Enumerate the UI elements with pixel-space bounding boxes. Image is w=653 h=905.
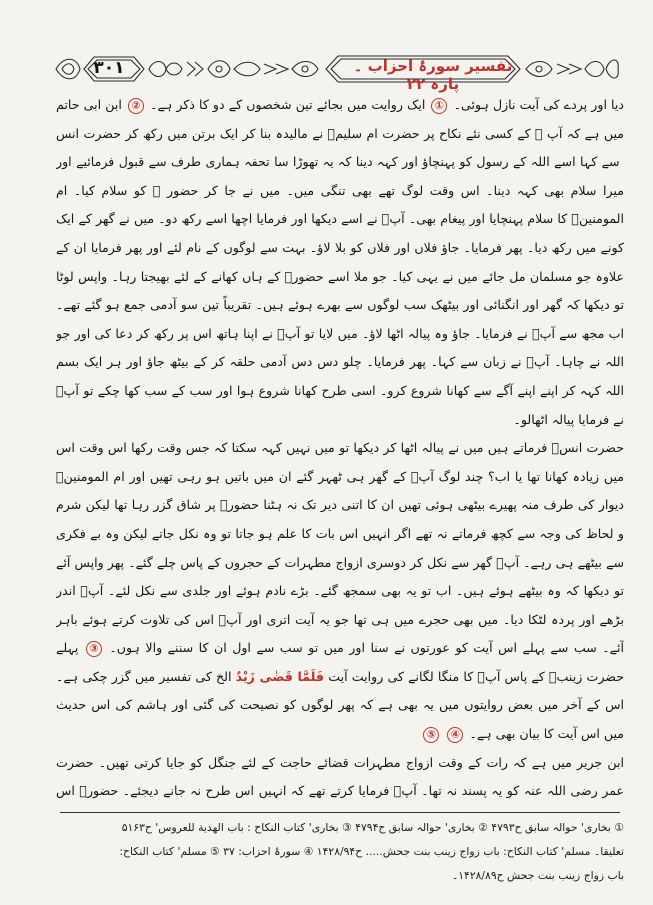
quran-verse: فَلَمَّا قَضٰى زَيْدٌ (235, 668, 325, 684)
footnote-marker-3[interactable]: ③ (86, 641, 102, 657)
footnote-line: تعلیقا۔ مسلم' کتاب النکاح: باب زواج زينب بنت جحش..... ح۱۴۲۸/۹۴ ④ سورۂ احزاب: ۳۷ ⑤ مسلم' کتاب النکاح: (119, 845, 624, 858)
running-title: تفسیر سورۂ احزاب ۔ پارہ ۲۲ (353, 57, 513, 93)
text-run: ابن ابی حاتم میں ہے کہ آپ ؐ کے کسی نئے نکاح پر حضرت ام سلیمؓ نے مالیدہ بنا کر ایک برتن میں رکھ کر حضرت انس ؓ سے کہا اسے اللہ کے رسول کو پہنچاؤ اور کہہ دینا کہ یہ تھوڑا سا تحفہ ہماری طرف سے قبول فرمائیے اور میرا سلام بھی کہہ دینا۔ اس وقت لوگ تھے بھی تنگی میں۔ میں نے جا کر حضور ﷺ کو سلام کیا۔ ام المومنینؓ کا سلام پہنچایا اور پیغام بھی۔ آپؐ نے اسے دیکھا اور فرمایا اچھا اسے رکھ دو۔ میں نے گھر کے ایک کونے میں رکھ دیا۔ پھر فرمایا۔ جاؤ فلاں اور فلاں کو بلا لاؤ۔ بہت سے لوگوں کے نام لئے اور پھر فرمایا ان کے علاوہ جو مسلمان مل جائے میں نے یہی کیا۔ جو ملا اسے حضورؐ کے ہاں کھانے کے لئے بھیجتا رہا۔ واپس لوٹا تو دیکھا کہ گھر اور انگنائی اور بیٹھک سب لوگوں سے بھرے ہوئے ہیں۔ تقریباً تین سو آدمی جمع ہو گئے تھے۔ اب مجھ سے آپؐ نے فرمایا۔ جاؤ وہ پیالہ اٹھا لاؤ۔ میں لایا تو آپؐ نے اپنا ہاتھ اس پر رکھ کر دعا کی اور جو اللہ نے چاہا۔ آپؐ نے زبان سے کہا۔ پھر فرمایا۔ چلو دس دس آدمی حلقہ کر کے بیٹھ جاؤ اور ہر ایک بسم اللہ کہہ کر اپنے اپنے آگے سے کھانا شروع کرو۔ اسی طرح کھانا شروع ہوا اور سب کے سب کھا چکے تو آپؐ نے فرمایا پیالہ اٹھالو۔ (56, 97, 624, 427)
footnote-line: باب زواج زينب بنت جحش ح۱۴۲۸/۸۹۔ (451, 869, 624, 882)
footnotes (56, 816, 624, 894)
main-text (56, 91, 624, 811)
text-run: ایک روایت میں بجائے تین شخصوں کے دو کا ذکر ہے۔ (150, 97, 426, 112)
paragraph: ابن جریر میں ہے کہ رات کے وقت ازواج مطہرات قضائے حاجت کے لئے جنگل کو جایا کرتی تھیں۔ حضرت عمر رضی اللہ عنہ کو یہ پسند نہ تھا۔ آپؓ فرمایا کرتے تھے کہ انہیں اس طرح نہ جانے دیجئے۔ حضورؐ اس (56, 754, 624, 799)
header-ornament-band (54, 52, 620, 86)
text-run: الخ کی تفسیر میں گزر چکی ہے۔ اس کے آخر میں بعض روایتوں میں یہ بھی ہے کہ پھر لوگوں کو نصیحت کی گئی اور ہاشم کی اس حدیث میں اس آیت کا بیان بھی ہے۔ (56, 668, 624, 742)
text-run: حضرت انسؓ فرماتے ہیں میں نے پیالہ اٹھا کر دیکھا تو میں نہیں کہہ سکتا کہ جس وقت رکھا اس وقت اس میں زیادہ کھانا تھا یا اب؟ چند لوگ آپؐ کے گھر ہی ٹھہر گئے ان میں باتیں ہو رہی تھیں اور ام المومنینؓ دیوار کی طرف منہ پھیرے بیٹھی ہوئی تھیں ان کا اتنی دیر تک نہ ہٹنا حضورؐ پر شاق گزر رہا تھا لیکن شرم و لحاظ کی وجہ سے کچھ فرماتے نہ تھے اگر انہیں اس بات کا علم ہو جاتا تو وہ نکل جاتے لیکن وہ بے فکری سے بیٹھے ہی رہے۔ آپؐ گھر سے نکل کر دوسری ازواج مطہرات کے حجروں کے پاس چلے گئے۔ پھر واپس آئے تو دیکھا کہ وہ بیٹھے ہوئے ہیں۔ اب تو یہ بھی سمجھ گئے۔ بڑے نادم ہوئے اور جلدی سے نکل لئے۔ آپؐ اندر بڑھے اور پردہ لٹکا دیا۔ میں بھی حجرے میں ہی تھا جو یہ آیت اتری اور آپؐ اس کی تلاوت کرتے ہوئے باہر آئے۔ سب سے پہلے اس آیت کو عورتوں نے سنا اور میں تو سب سے اول ان کا سننے والا ہوں۔ (56, 440, 624, 656)
footnote-divider (60, 812, 620, 813)
footnote-line: ① بخاری' حوالہ سابق ح۴۷۹۳ ② بخاری' حوالہ سابق ح۴۷۹۴ ③ بخاری' کتاب النکاح : باب الهدية للعروس' ح۵۱۶۳ (121, 821, 624, 834)
page-number: ۳۰۱ (93, 58, 125, 78)
text-run: دیا اور پردے کی آیت نازل ہوئی۔ (453, 97, 624, 112)
footnote-marker-5[interactable]: ⑤ (423, 727, 439, 743)
footnote-marker-4[interactable]: ④ (447, 727, 463, 743)
paragraph (56, 91, 624, 434)
footnote-marker-2[interactable]: ② (128, 98, 144, 114)
paragraph (56, 434, 624, 749)
footnote-marker-1[interactable]: ① (431, 98, 447, 114)
text-run: پہلے حضرت زینبؓ کے پاس آپؐ کا منگا لگانے کی روایت آیت (56, 640, 624, 684)
ornamental-border-icon (54, 52, 620, 86)
